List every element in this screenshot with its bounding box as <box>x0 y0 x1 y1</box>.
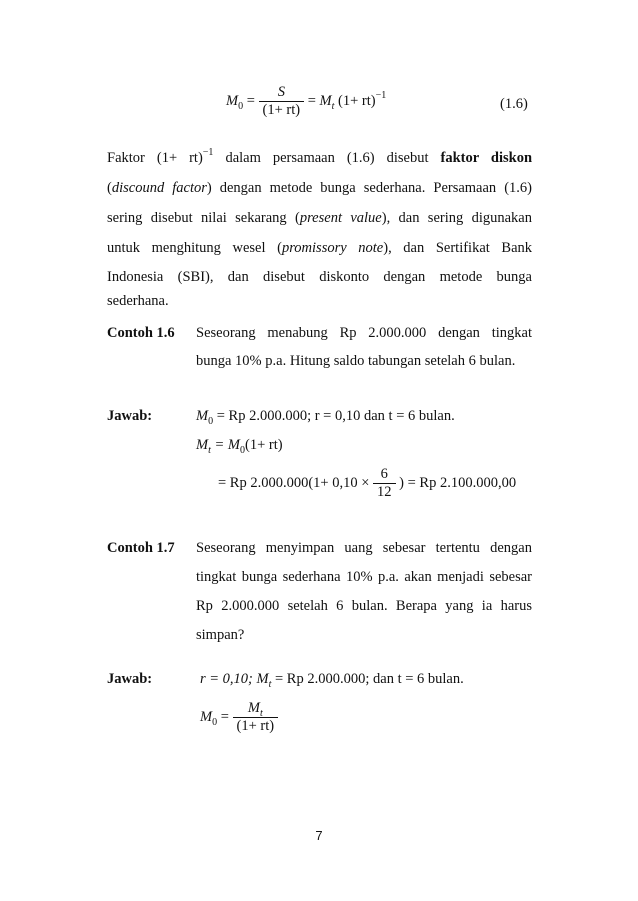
sub: 0 <box>212 716 218 728</box>
paragraph-line-5: Indonesia (SBI), dan disebut diskonto dengan metode bunga <box>107 269 532 285</box>
var: M <box>196 437 209 453</box>
eq-lhs-sub: 0 <box>238 100 244 112</box>
factor-base: (1+ rt) <box>156 150 203 166</box>
eq-rhs-exp: −1 <box>375 89 387 101</box>
paragraph-line-1 <box>107 148 532 168</box>
text: untuk menghitung wesel ( <box>107 240 282 256</box>
italic-term: promissory note <box>281 240 384 256</box>
text: = Rp 2.000.000; dan t = 6 bulan. <box>271 671 464 687</box>
sub: t <box>208 445 211 456</box>
eq-rhs-tail: (1+ rt) <box>338 92 376 109</box>
answer-label: Jawab: <box>107 408 153 424</box>
text: = Rp 2.000.000; r = 0,10 dan t = 6 bulan. <box>213 408 455 424</box>
example-label: Contoh 1.6 <box>107 325 175 341</box>
equation-number: (1.6) <box>500 96 528 112</box>
text: sering disebut nilai sekarang ( <box>107 210 300 226</box>
sub: t <box>259 708 263 719</box>
sub: 0 <box>208 416 214 427</box>
example-text-line-1: Seseorang menyimpan uang sebesar tertentu dengan <box>196 540 532 556</box>
eq-fraction <box>259 84 305 119</box>
factor-exp: −1 <box>202 147 214 158</box>
text: ), dan sering digunakan <box>381 210 532 226</box>
eq-numerator: S <box>277 84 285 100</box>
page-number: 7 <box>315 828 323 843</box>
text: Faktor <box>107 150 145 166</box>
paragraph-line-4 <box>107 238 532 258</box>
factor-expr <box>156 147 214 166</box>
denominator: (1+ rt) <box>233 717 279 735</box>
numerator <box>233 700 279 717</box>
example-text-line-2: bunga 10% p.a. Hitung saldo tabungan setelah 6 bulan. <box>196 353 516 369</box>
calc-fraction <box>373 466 396 501</box>
text: dalam persamaan (1.6) disebut <box>225 150 429 166</box>
eq-rhs-sub: t <box>331 100 335 112</box>
paragraph-line-3 <box>107 208 532 228</box>
answer-formula: $M_0$ = $\frac{M_t}{(1+ rt)}$ <box>200 700 278 735</box>
text: ) dengan metode bunga sederhana. Persamaan (1.6) <box>206 180 532 196</box>
bold-term: faktor diskon <box>440 150 533 166</box>
text: r = 0,10; M <box>200 671 269 687</box>
text: ( <box>107 180 112 196</box>
sub: t <box>268 679 272 690</box>
sub: 0 <box>240 445 245 456</box>
var: M <box>247 700 260 716</box>
paragraph-line-2 <box>107 178 532 198</box>
italic-term: discound factor <box>111 180 207 196</box>
equation-1-6: $M_0$ = $\frac{S}{(1+ rt)}$ = $M_t$ (1+ rt)$^{-1}$ <box>226 84 387 118</box>
denominator: 12 <box>373 483 396 501</box>
example-text-line-1: Seseorang menabung Rp 2.000.000 dengan tingkat <box>196 325 532 341</box>
answer-label: Jawab: <box>107 671 153 687</box>
eq-denominator: (1+ rt) <box>259 101 305 119</box>
example-text-line-3: Rp 2.000.000 setelah 6 bulan. Berapa yang ia harus <box>196 598 532 614</box>
var: M <box>200 708 213 725</box>
text: ) = Rp 2.100.000,00 <box>399 474 517 491</box>
text: = Rp 2.000.000(1+ 0,10 × <box>218 474 370 491</box>
example-label: Contoh 1.7 <box>107 540 175 556</box>
answer-given <box>200 671 464 688</box>
var: M <box>196 408 209 424</box>
italic-term: present value <box>299 210 382 226</box>
paragraph-line-6: sederhana. <box>107 293 169 309</box>
answer-formula <box>196 437 283 454</box>
eq-rhs-var: M <box>319 92 332 109</box>
var: = M <box>210 437 240 453</box>
text: (1+ rt) <box>245 437 283 453</box>
answer-given <box>196 408 455 425</box>
answer-calculation <box>218 466 516 501</box>
example-text-line-4: simpan? <box>196 627 245 643</box>
formula-fraction <box>233 700 279 735</box>
eq-lhs-var: M <box>226 92 239 109</box>
numerator: 6 <box>380 466 388 482</box>
text: ), dan Sertifikat Bank <box>383 240 532 256</box>
example-text-line-2: tingkat bunga sederhana 10% p.a. akan menjadi sebesar <box>196 569 532 585</box>
